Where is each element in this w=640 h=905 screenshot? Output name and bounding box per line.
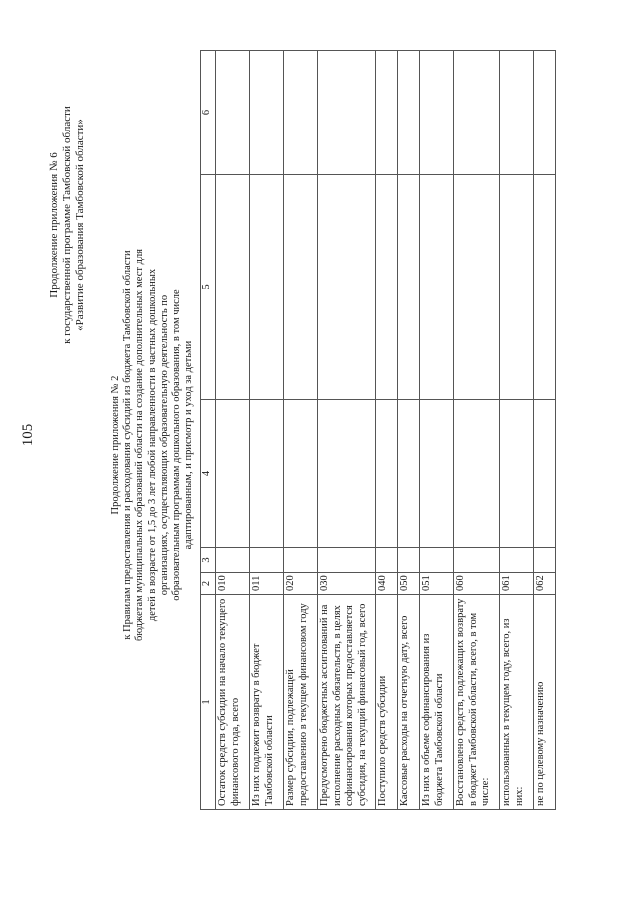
cell [500,175,534,400]
rules-title [110,125,195,765]
row-name: Поступило средств субсидии [376,595,398,810]
rules-line-7: адаптированным, и присмотр и уход за детьми [183,340,195,550]
table-row [398,51,420,810]
cell [454,175,500,400]
row-code: 030 [318,573,376,595]
rules-line-2: к Правилам предоставления и расходования субсидий из бюджета Тамбовской области [122,250,134,640]
row-name: не по целевому назначению [534,595,556,810]
row-code: 050 [398,573,420,595]
header-line-3: «Развитие образования Тамбовской области» [74,119,86,331]
report-table [200,50,556,810]
rules-line-4: детей в возрасте от 1,5 до 3 лет любой направленности в частных дошкольных [146,268,158,622]
appendix-header [48,105,87,345]
rules-line-5: организациях, осуществляющих образовательную деятельность по [158,294,170,596]
cell [454,548,500,573]
row-code: 011 [250,573,284,595]
table-row [454,51,500,810]
cell [398,175,420,400]
table-row [284,51,318,810]
column-header: 5 [201,175,216,400]
column-header: 2 [201,573,216,595]
table-row [250,51,284,810]
column-header: 3 [201,548,216,573]
table-row [216,51,250,810]
cell [318,175,376,400]
cell [216,175,250,400]
cell [216,548,250,573]
cell [534,175,556,400]
cell [318,548,376,573]
row-code: 060 [454,573,500,595]
rules-line-3: бюджетам муниципальных образований области на создание дополнительных мест для [134,248,146,642]
row-code: 062 [534,573,556,595]
table-row [376,51,398,810]
row-name: Предусмотрено бюджетных ассигнований на исполнение расходных обязательств, в целях софинансирования которых предоставляется субсидия, на текущий финансовый год, всего [318,595,376,810]
cell [420,51,454,175]
cell [284,548,318,573]
cell [318,400,376,548]
table-row [500,51,534,810]
column-header: 1 [201,595,216,810]
cell [216,400,250,548]
cell [284,51,318,175]
table-header-row [201,51,216,810]
row-name: Из них в объеме софинансирования из бюджета Тамбовской области [420,595,454,810]
cell [376,548,398,573]
cell [420,175,454,400]
cell [250,175,284,400]
row-code: 010 [216,573,250,595]
cell [398,51,420,175]
rules-line-1: Продолжение приложения № 2 [110,375,121,515]
cell [420,548,454,573]
row-code: 020 [284,573,318,595]
cell [500,548,534,573]
cell [398,400,420,548]
row-name: Остаток средств субсидии на начало текущего финансового года, всего [216,595,250,810]
header-line-2: к государственной программе Тамбовской области [61,106,73,344]
rules-line-6: образовательным программам дошкольного образования, в том числе [171,289,183,601]
cell [284,400,318,548]
cell [376,400,398,548]
cell [376,175,398,400]
row-name: Восстановлено средств, подлежащих возврату в бюджет Тамбовской области, всего, в том числе: [454,595,500,810]
column-header: 6 [201,51,216,175]
cell [420,400,454,548]
cell [534,400,556,548]
cell [398,548,420,573]
cell [534,548,556,573]
cell [376,51,398,175]
table-row [318,51,376,810]
table-row [420,51,454,810]
cell [454,400,500,548]
cell [250,400,284,548]
row-name: использованных в текущем году, всего, из них: [500,595,534,810]
cell [250,51,284,175]
row-code: 040 [376,573,398,595]
column-header: 4 [201,400,216,548]
cell [534,51,556,175]
row-code: 051 [420,573,454,595]
cell [454,51,500,175]
row-name: Из них подлежит возврату в бюджет Тамбовской области [250,595,284,810]
page-number: 105 [20,423,36,447]
row-name: Кассовые расходы на отчетную дату, всего [398,595,420,810]
row-code: 061 [500,573,534,595]
table-row [534,51,556,810]
cell [250,548,284,573]
cell [318,51,376,175]
cell [284,175,318,400]
row-name: Размер субсидии, подлежащей предоставлению в текущем финансовом году [284,595,318,810]
header-line-1: Продолжение приложения № 6 [48,152,60,298]
cell [500,400,534,548]
cell [500,51,534,175]
cell [216,51,250,175]
